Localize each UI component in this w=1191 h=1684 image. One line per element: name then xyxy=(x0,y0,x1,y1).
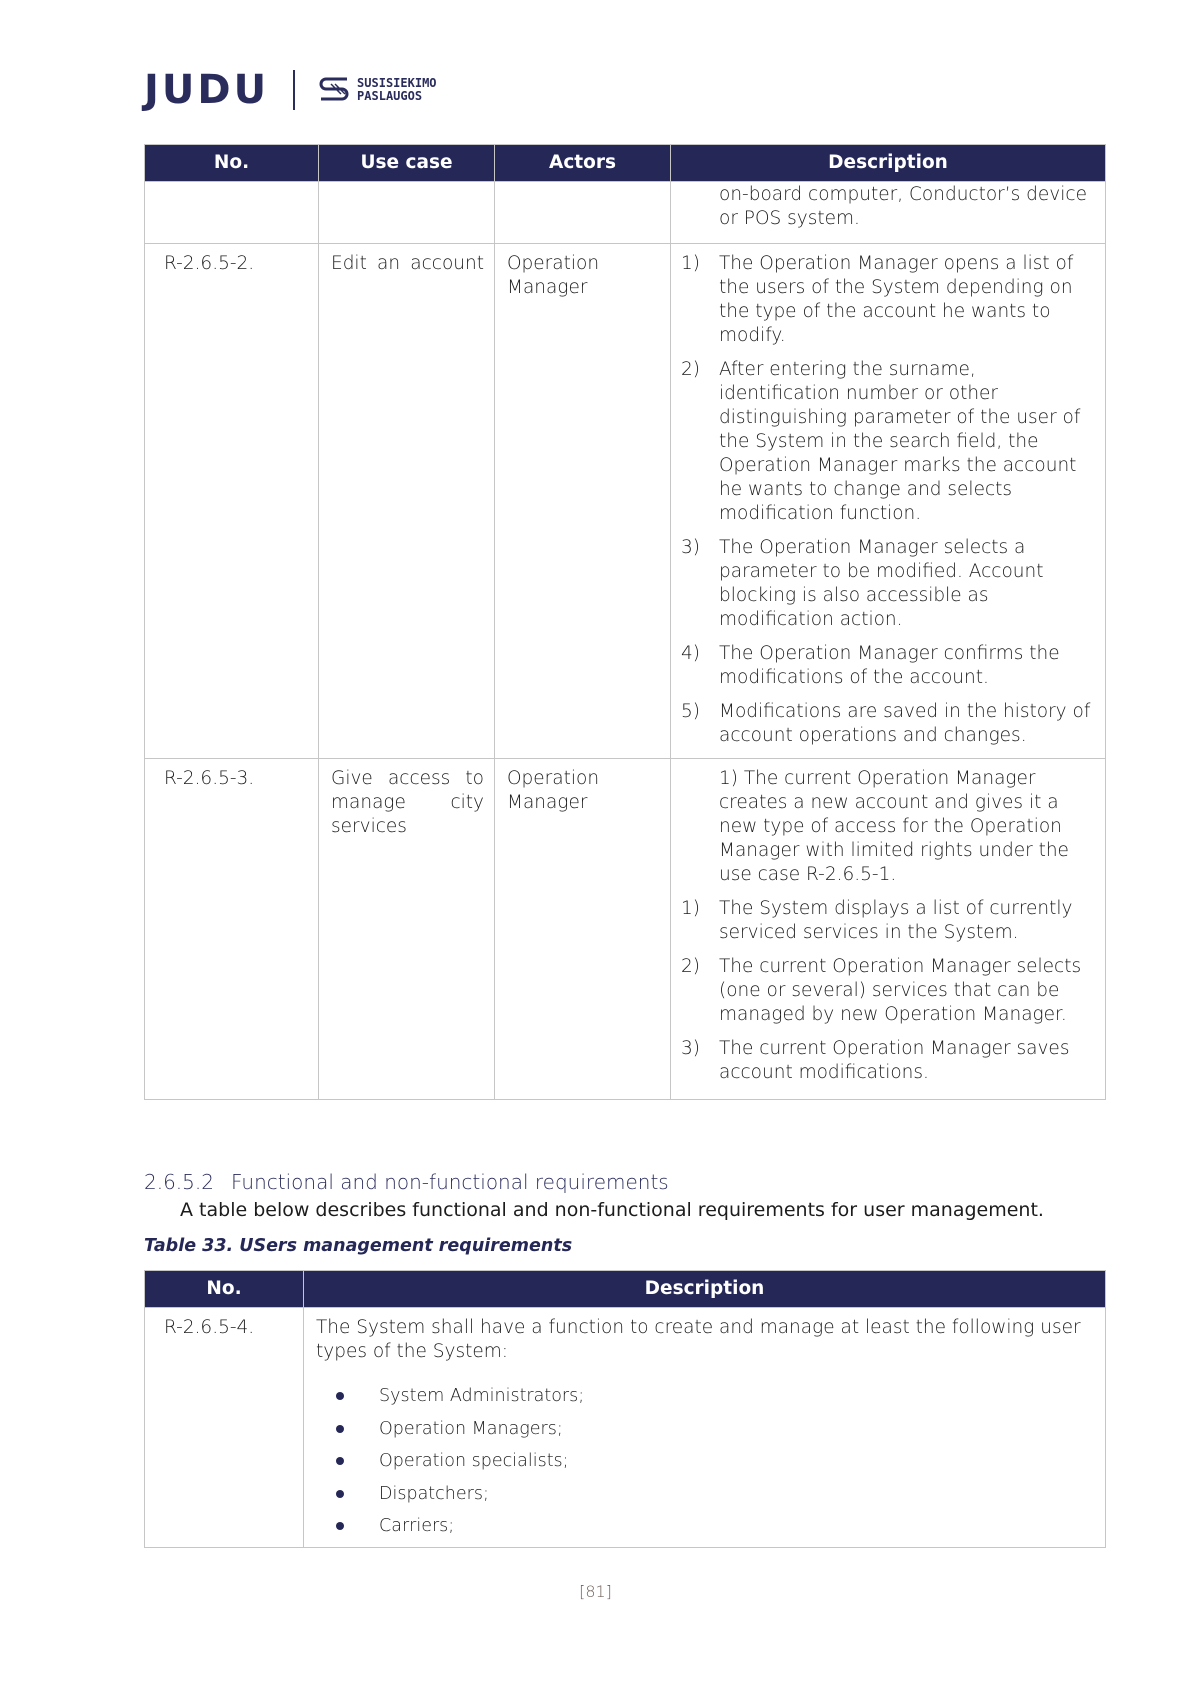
bullet-icon xyxy=(336,1522,344,1530)
logo-divider xyxy=(293,70,295,110)
column-header-use-case: Use case xyxy=(319,145,495,182)
page-number: [81] xyxy=(579,1582,612,1601)
step-number: 3) xyxy=(681,1038,700,1059)
column-header-no: No. xyxy=(145,1271,304,1308)
cell-actors: Operation Manager xyxy=(495,244,671,759)
cell-no xyxy=(145,182,319,244)
cell-description xyxy=(671,244,1106,759)
step-text: After entering the surname, identification number or other distinguishing parameter of the user of the System in the search field, the Operation Manager marks the account he wants to change and selects modification function. xyxy=(719,359,1081,524)
list-item xyxy=(316,1380,1095,1413)
column-header-actors: Actors xyxy=(495,145,671,182)
step-number: 2) xyxy=(681,359,700,380)
bullet-icon xyxy=(336,1457,344,1465)
description-intro: 1) The current Operation Manager creates a new account and gives it a new type of access for the Operation Manager with limited rights under the use case R-2.6.5-1. xyxy=(719,768,1069,885)
bullet-icon xyxy=(336,1425,344,1433)
table-row xyxy=(145,1308,1106,1548)
list-item xyxy=(316,1510,1095,1543)
logo-text-line2: PASLAUGOS xyxy=(357,89,423,103)
table-row xyxy=(145,244,1106,759)
cell-use-case: Edit an account xyxy=(319,244,495,759)
table-header-row xyxy=(145,145,1106,182)
step-text: Modifications are saved in the history of account operations and changes. xyxy=(719,701,1091,746)
section-intro: A table below describes functional and non-functional requirements for user management. xyxy=(180,1199,1044,1221)
step-item xyxy=(681,536,1095,632)
step-number: 1) xyxy=(681,253,700,274)
step-text: The current Operation Manager saves account modifications. xyxy=(719,1038,1070,1083)
step-item xyxy=(681,700,1095,748)
step-text: The current Operation Manager selects (one or several) services that can be managed by new Operation Manager. xyxy=(719,956,1082,1025)
step-text: The System displays a list of currently serviced services in the System. xyxy=(719,898,1073,943)
bullet-icon xyxy=(336,1490,344,1498)
table-row xyxy=(145,759,1106,1100)
table-caption: Table 33. USers management requirements xyxy=(144,1236,573,1256)
list-item-text: System Administrators; xyxy=(379,1386,585,1407)
susisiekimo-paslaugos-logo xyxy=(317,75,436,105)
requirement-text: The System shall have a function to create and manage at least the following user types of the System: xyxy=(316,1317,1081,1362)
table-header-row xyxy=(145,1271,1106,1308)
step-text: The Operation Manager opens a list of the users of the System depending on the type of the account he wants to modify. xyxy=(719,253,1074,346)
cell-description xyxy=(671,182,1106,244)
column-header-no: No. xyxy=(145,145,319,182)
section-title: Functional and non-functional requirements xyxy=(231,1170,669,1194)
list-item xyxy=(316,1478,1095,1511)
cell-description xyxy=(304,1308,1106,1548)
table-row xyxy=(145,182,1106,244)
step-item xyxy=(681,358,1095,526)
cell-actors: Operation Manager xyxy=(495,759,671,1100)
column-header-description: Description xyxy=(671,145,1106,182)
step-item xyxy=(681,642,1095,690)
step-number: 1) xyxy=(681,898,700,919)
ss-logo-icon xyxy=(317,75,351,105)
list-item-text: Operation Managers; xyxy=(379,1418,563,1439)
use-case-table xyxy=(144,144,1106,1100)
section-number: 2.6.5.2 xyxy=(144,1170,214,1194)
step-text: The Operation Manager selects a parameter to be modified. Account blocking is also accessible as modification action. xyxy=(719,537,1044,630)
section-heading xyxy=(144,1170,669,1194)
requirements-table xyxy=(144,1270,1106,1548)
step-item xyxy=(681,955,1095,1027)
cell-no: R-2.6.5-3. xyxy=(145,759,319,1100)
list-item xyxy=(316,1445,1095,1478)
step-number: 5) xyxy=(681,701,700,722)
step-item xyxy=(681,252,1095,348)
cell-no: R-2.6.5-4. xyxy=(145,1308,304,1548)
bullet-icon xyxy=(336,1392,344,1400)
list-item-text: Operation specialists; xyxy=(379,1451,569,1472)
step-number: 2) xyxy=(681,956,700,977)
step-item xyxy=(681,1037,1095,1085)
description-continuation: on-board computer, Conductor’s device or POS system. xyxy=(719,184,1087,229)
cell-use-case xyxy=(319,182,495,244)
header-logo xyxy=(144,68,437,112)
column-header-description: Description xyxy=(304,1271,1106,1308)
judu-logo: JUDU xyxy=(144,67,270,113)
list-item-text: Dispatchers; xyxy=(379,1483,489,1504)
step-text: The Operation Manager confirms the modifications of the account. xyxy=(719,643,1060,688)
list-item-text: Carriers; xyxy=(379,1516,455,1537)
list-item xyxy=(316,1413,1095,1446)
cell-actors xyxy=(495,182,671,244)
step-item xyxy=(681,897,1095,945)
cell-no: R-2.6.5-2. xyxy=(145,244,319,759)
step-number: 3) xyxy=(681,537,700,558)
user-types-list xyxy=(316,1380,1095,1543)
cell-use-case: Give access to manage city services xyxy=(319,759,495,1100)
cell-description xyxy=(671,759,1106,1100)
logo-text-line1: SUSISIEKIMO xyxy=(357,76,437,90)
step-number: 4) xyxy=(681,643,700,664)
